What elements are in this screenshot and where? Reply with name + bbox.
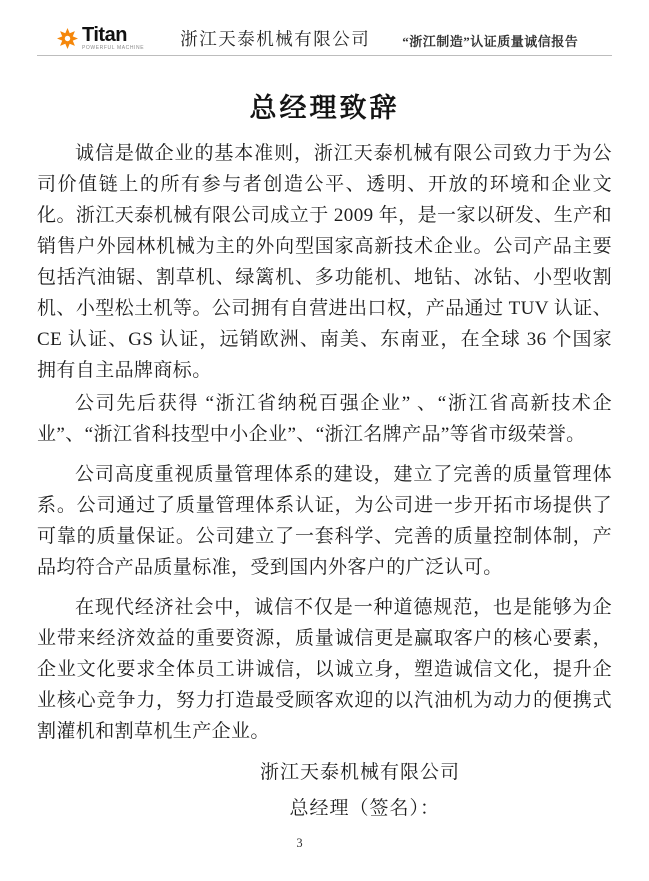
gear-icon: [57, 28, 78, 49]
brand-name: Titan: [82, 24, 127, 46]
document-body: [37, 138, 612, 747]
paragraph-1: 诚信是做企业的基本准则，浙江天泰机械有限公司致力于为公司价值链上的所有参与者创造公平、透明、开放的环境和企业文化。浙江天泰机械有限公司成立于 2009 年，是一家以研发、生产和销售户外园林机械为主的外向型国家高新技术企业。公司产品主要包括汽油锯、割草机、绿篱机、多功能机、地钻、冰钻、小型收割机、小型松土机等。公司拥有自营进出口权，产品通过 TUV 认证、CE 认证、GS 认证，远销欧洲、南美、东南亚，在全球 36 个国家拥有自主品牌商标。: [37, 143, 612, 381]
signature-company: 浙江天泰机械有限公司: [259, 762, 460, 783]
brand-tagline: POWERFUL MACHINE: [82, 45, 145, 51]
page-number: 3: [296, 836, 303, 850]
brand-logo: [57, 25, 144, 51]
paragraph-2: 公司先后获得 “浙江省纳税百强企业” 、“浙江省高新技术企业”、“浙江省科技型中小企业”、“浙江名牌产品”等省市级荣誉。: [37, 393, 612, 445]
company-name: 浙江天泰机械有限公司: [180, 29, 371, 49]
signature-signer-line: 总经理（签名）：: [289, 798, 440, 819]
page-header: [37, 20, 612, 56]
page-title: 总经理致辞: [249, 93, 400, 123]
paragraph-4: 在现代经济社会中，诚信不仅是一种道德规范，也是能够为企业带来经济效益的重要资源，质量诚信更是赢取客户的核心要素，企业文化要求全体员工讲诚信，以诚立身，塑造诚信文化，提升企业核心竞争力，努力打造最受顾客欢迎的以汽油机为动力的便携式割灌机和割草机生产企业。: [37, 597, 612, 742]
brand-text-block: [82, 25, 144, 51]
signature-block: [37, 755, 612, 827]
paragraph-3: 公司高度重视质量管理体系的建设，建立了完善的质量管理体系。公司通过了质量管理体系认证，为公司进一步开拓市场提供了可靠的质量保证。公司建立了一套科学、完善的质量控制体制，产品均符合产品质量标准，受到国内外客户的广泛认可。: [37, 464, 612, 578]
report-title: “浙江制造”认证质量诚信报告: [402, 34, 579, 49]
